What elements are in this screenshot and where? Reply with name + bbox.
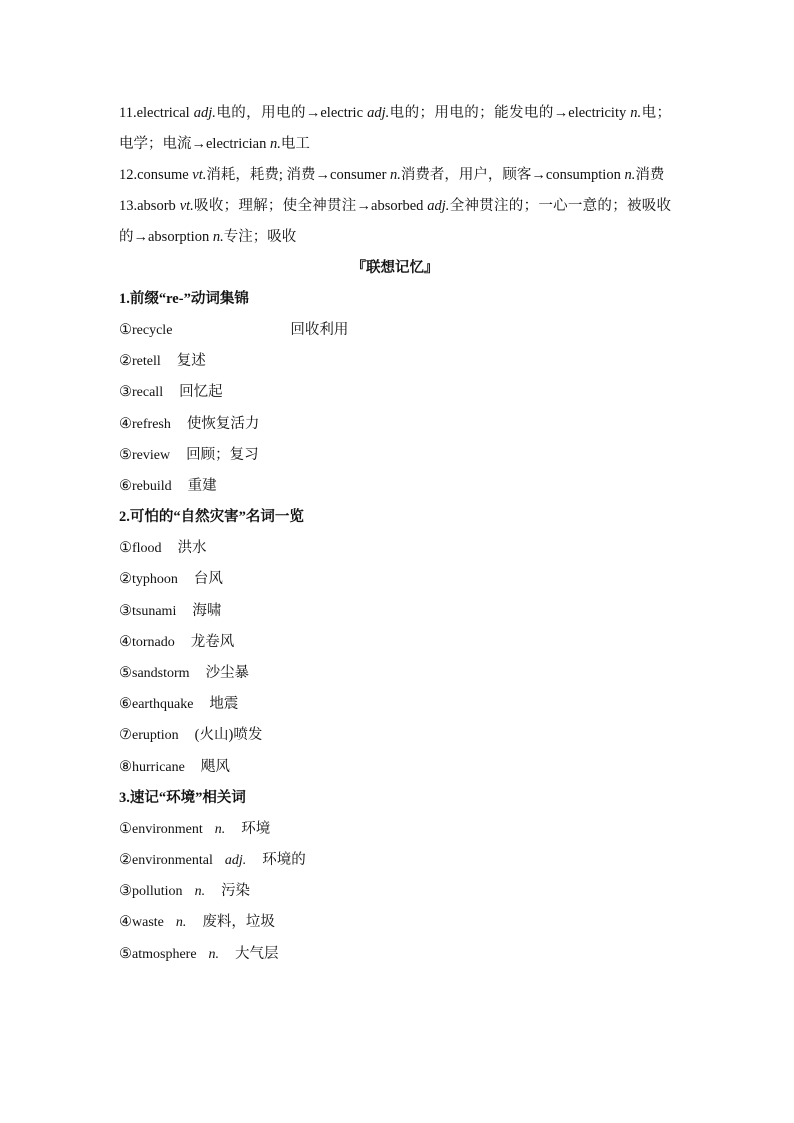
vocab-item: [119, 720, 671, 751]
part-of-speech: n.: [270, 136, 281, 152]
word-entry: [119, 98, 671, 160]
item-meaning: 废料，垃圾: [202, 914, 275, 931]
vocab-item: [119, 377, 671, 408]
item-word: tsunami: [132, 603, 177, 619]
entry-text: 吸收；理解；使全神贯注→absorbed: [193, 198, 428, 214]
vocab-item: [119, 346, 671, 377]
part-of-speech: adj.: [367, 105, 390, 121]
item-number: ①: [119, 322, 132, 338]
item-number: ⑦: [119, 727, 132, 744]
vocab-item: [119, 876, 671, 907]
item-word: hurricane: [132, 759, 185, 775]
association-groups: [119, 284, 671, 970]
item-word: review: [132, 447, 171, 463]
item-number: ③: [119, 384, 132, 401]
word-entry: [119, 191, 671, 253]
part-of-speech: adj.: [193, 105, 216, 121]
item-word: refresh: [132, 416, 171, 432]
vocab-item: [119, 845, 671, 876]
item-number: ①: [119, 540, 132, 557]
entry-text: 13.absorb: [119, 198, 180, 214]
item-meaning: 环境: [241, 820, 271, 837]
item-number: ⑧: [119, 758, 132, 775]
item-part-of-speech: adj.: [224, 853, 247, 869]
item-word: environment: [132, 821, 203, 837]
item-meaning: 大气层: [235, 945, 279, 962]
item-number: ④: [119, 914, 132, 931]
item-number: ④: [119, 415, 132, 432]
vocab-item: [119, 658, 671, 689]
item-word: environmental: [132, 853, 213, 869]
part-of-speech: n.: [624, 167, 636, 183]
item-number: ④: [119, 633, 132, 650]
item-word: retell: [132, 354, 161, 370]
item-word: typhoon: [132, 572, 178, 588]
vocab-item: [119, 564, 671, 595]
vocab-item: [119, 440, 671, 471]
item-meaning: 飓风: [200, 758, 230, 775]
item-meaning: 复述: [176, 353, 206, 370]
item-meaning: 海啸: [192, 602, 222, 619]
part-of-speech: n.: [390, 167, 401, 183]
vocab-item: [119, 533, 671, 564]
item-part-of-speech: n.: [208, 946, 220, 962]
entry-text: 电；电学；电流→electrician: [119, 105, 672, 152]
vocab-item: [119, 471, 671, 502]
part-of-speech: n.: [630, 105, 642, 121]
item-word: tornado: [132, 634, 175, 650]
item-meaning: 重建: [187, 478, 217, 495]
item-number: ⑤: [119, 665, 132, 682]
entry-text: 电的；用电的；能发电的→electricity: [389, 105, 631, 121]
item-meaning: 环境的: [262, 852, 306, 869]
item-meaning: 使恢复活力: [186, 415, 260, 432]
item-meaning: 地震: [209, 696, 239, 713]
item-meaning: 龙卷风: [190, 633, 235, 650]
item-number: ②: [119, 852, 132, 869]
item-word: earthquake: [132, 697, 194, 713]
item-word: pollution: [132, 884, 183, 900]
item-meaning: 污染: [221, 883, 251, 900]
item-number: ②: [119, 353, 132, 370]
item-meaning: (火山)喷发: [194, 727, 263, 744]
vocab-item: [119, 315, 671, 346]
entry-text: 电工: [280, 136, 310, 152]
item-number: ⑤: [119, 446, 132, 463]
entry-text: 消费者，用户，顾客→consumption: [400, 167, 625, 183]
item-part-of-speech: n.: [175, 915, 187, 931]
entry-text: 专注；吸收: [223, 229, 297, 245]
item-word: atmosphere: [132, 946, 197, 962]
item-number: ⑥: [119, 478, 132, 495]
item-meaning: 回忆起: [179, 384, 223, 401]
vocab-item: [119, 907, 671, 938]
item-number: ⑤: [119, 945, 132, 962]
vocab-item: [119, 689, 671, 720]
item-number: ③: [119, 883, 132, 900]
item-number: ③: [119, 602, 132, 619]
entry-text: 消耗，耗费; 消费→consumer: [206, 167, 391, 183]
item-word: rebuild: [132, 479, 172, 495]
entry-text: 12.consume: [119, 167, 193, 183]
item-word: recycle: [132, 323, 173, 338]
word-entries: [119, 98, 671, 253]
vocab-item: [119, 627, 671, 658]
entry-text: 全神贯注的；一心一意的；被吸收的→absorption: [119, 198, 672, 245]
vocab-item: [119, 752, 671, 783]
group-heading: 1.前缀“re-”动词集锦: [119, 291, 249, 307]
item-number: ⑥: [119, 696, 132, 713]
part-of-speech: vt.: [192, 167, 207, 183]
group-heading: 3.速记“环境”相关词: [119, 789, 246, 806]
item-meaning: 洪水: [177, 540, 207, 557]
item-part-of-speech: n.: [194, 884, 206, 900]
content-area: [119, 98, 671, 970]
part-of-speech: n.: [212, 229, 224, 245]
section-title: 『联想记忆』: [351, 260, 439, 276]
group-heading: 2.可怕的“自然灾害”名词一览: [119, 509, 304, 526]
item-meaning: 台风: [193, 571, 223, 588]
entry-text: 11.electrical: [119, 105, 194, 121]
part-of-speech: vt.: [179, 198, 194, 214]
item-part-of-speech: n.: [214, 821, 226, 837]
entry-text: 消费: [635, 167, 665, 183]
item-number: ②: [119, 571, 132, 588]
item-word: eruption: [132, 728, 179, 744]
item-meaning: 回收利用: [290, 322, 349, 338]
item-meaning: 沙尘暴: [205, 665, 250, 682]
part-of-speech: adj.: [427, 198, 450, 214]
vocab-item: [119, 596, 671, 627]
vocab-item: [119, 814, 671, 845]
item-number: ①: [119, 820, 132, 837]
item-word: waste: [132, 915, 164, 931]
item-word: flood: [132, 541, 162, 557]
vocab-item: [119, 939, 671, 970]
vocab-item: [119, 409, 671, 440]
item-meaning: 回顾；复习: [186, 446, 259, 463]
item-word: sandstorm: [132, 666, 190, 682]
item-word: recall: [132, 385, 164, 401]
entry-text: 电的，用电的→electric: [215, 105, 368, 121]
word-entry: [119, 160, 671, 191]
